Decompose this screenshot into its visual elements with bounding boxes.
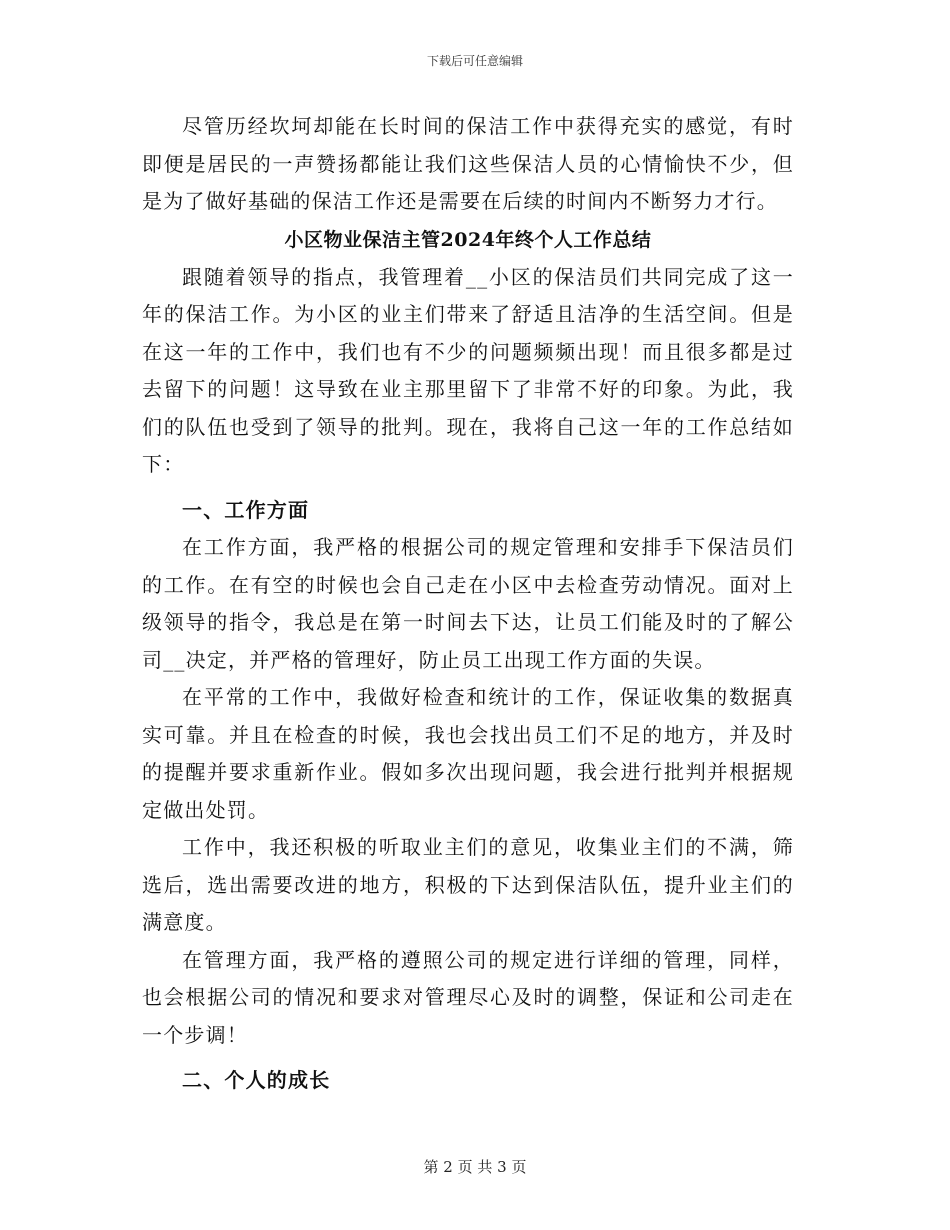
section1-paragraph: 工作中，我还积极的听取业主们的意见，收集业主们的不满，筛选后，选出需要改进的地方，积极的下达到保洁队伍，提升业主们的满意度。 [142,835,794,934]
section-heading-work: 一、工作方面 [182,497,310,522]
document-title: 小区物业保洁主管2024年终个人工作总结 [284,228,652,251]
section1-paragraph: 在管理方面，我严格的遵照公司的规定进行详细的管理，同样，也会根据公司的情况和要求对管理尽心及时的调整，保证和公司走在一个步调！ [142,947,794,1047]
section1-paragraph: 在平常的工作中，我做好检查和统计的工作，保证收集的数据真实可靠。并且在检查的时候，我也会找出员工们不足的地方，并及时的提醒并要求重新作业。假如多次出现问题，我会进行批判并根据规定做出处罚。 [142,685,794,822]
section-heading-growth: 二、个人的成长 [182,1068,331,1092]
intro-paragraph: 尽管历经坎坷却能在长时间的保洁工作中获得充实的感觉，有时即便是居民的一声赞扬都能让我们这些保洁人员的心情愉快不少，但是为了做好基础的保洁工作还是需要在后续的时间内不断努力才行。 [142,114,794,213]
opening-paragraph: 跟随着领导的指点，我管理着__小区的保洁员们共同完成了这一年的保洁工作。为小区的业主们带来了舒适且洁净的生活空间。但是在这一年的工作中，我们也有不少的问题频频出现！而且很多都是过去留下的问题！这导致在业主那里留下了非常不好的印象。为此，我们的队伍也受到了领导的批判。现在，我将自己这一年的工作总结如下： [142,264,794,476]
page-header: 下载后可任意编辑 [426,54,523,68]
document-body [142,108,794,1100]
section1-paragraph: 在工作方面，我严格的根据公司的规定管理和安排手下保洁员们的工作。在有空的时候也会自己走在小区中去检查劳动情况。面对上级领导的指令，我总是在第一时间去下达，让员工们能及时的了解公司__决定，并严格的管理好，防止员工出现工作方面的失误。 [142,535,794,672]
page-footer: 第 2 页 共 3 页 [423,1158,527,1176]
